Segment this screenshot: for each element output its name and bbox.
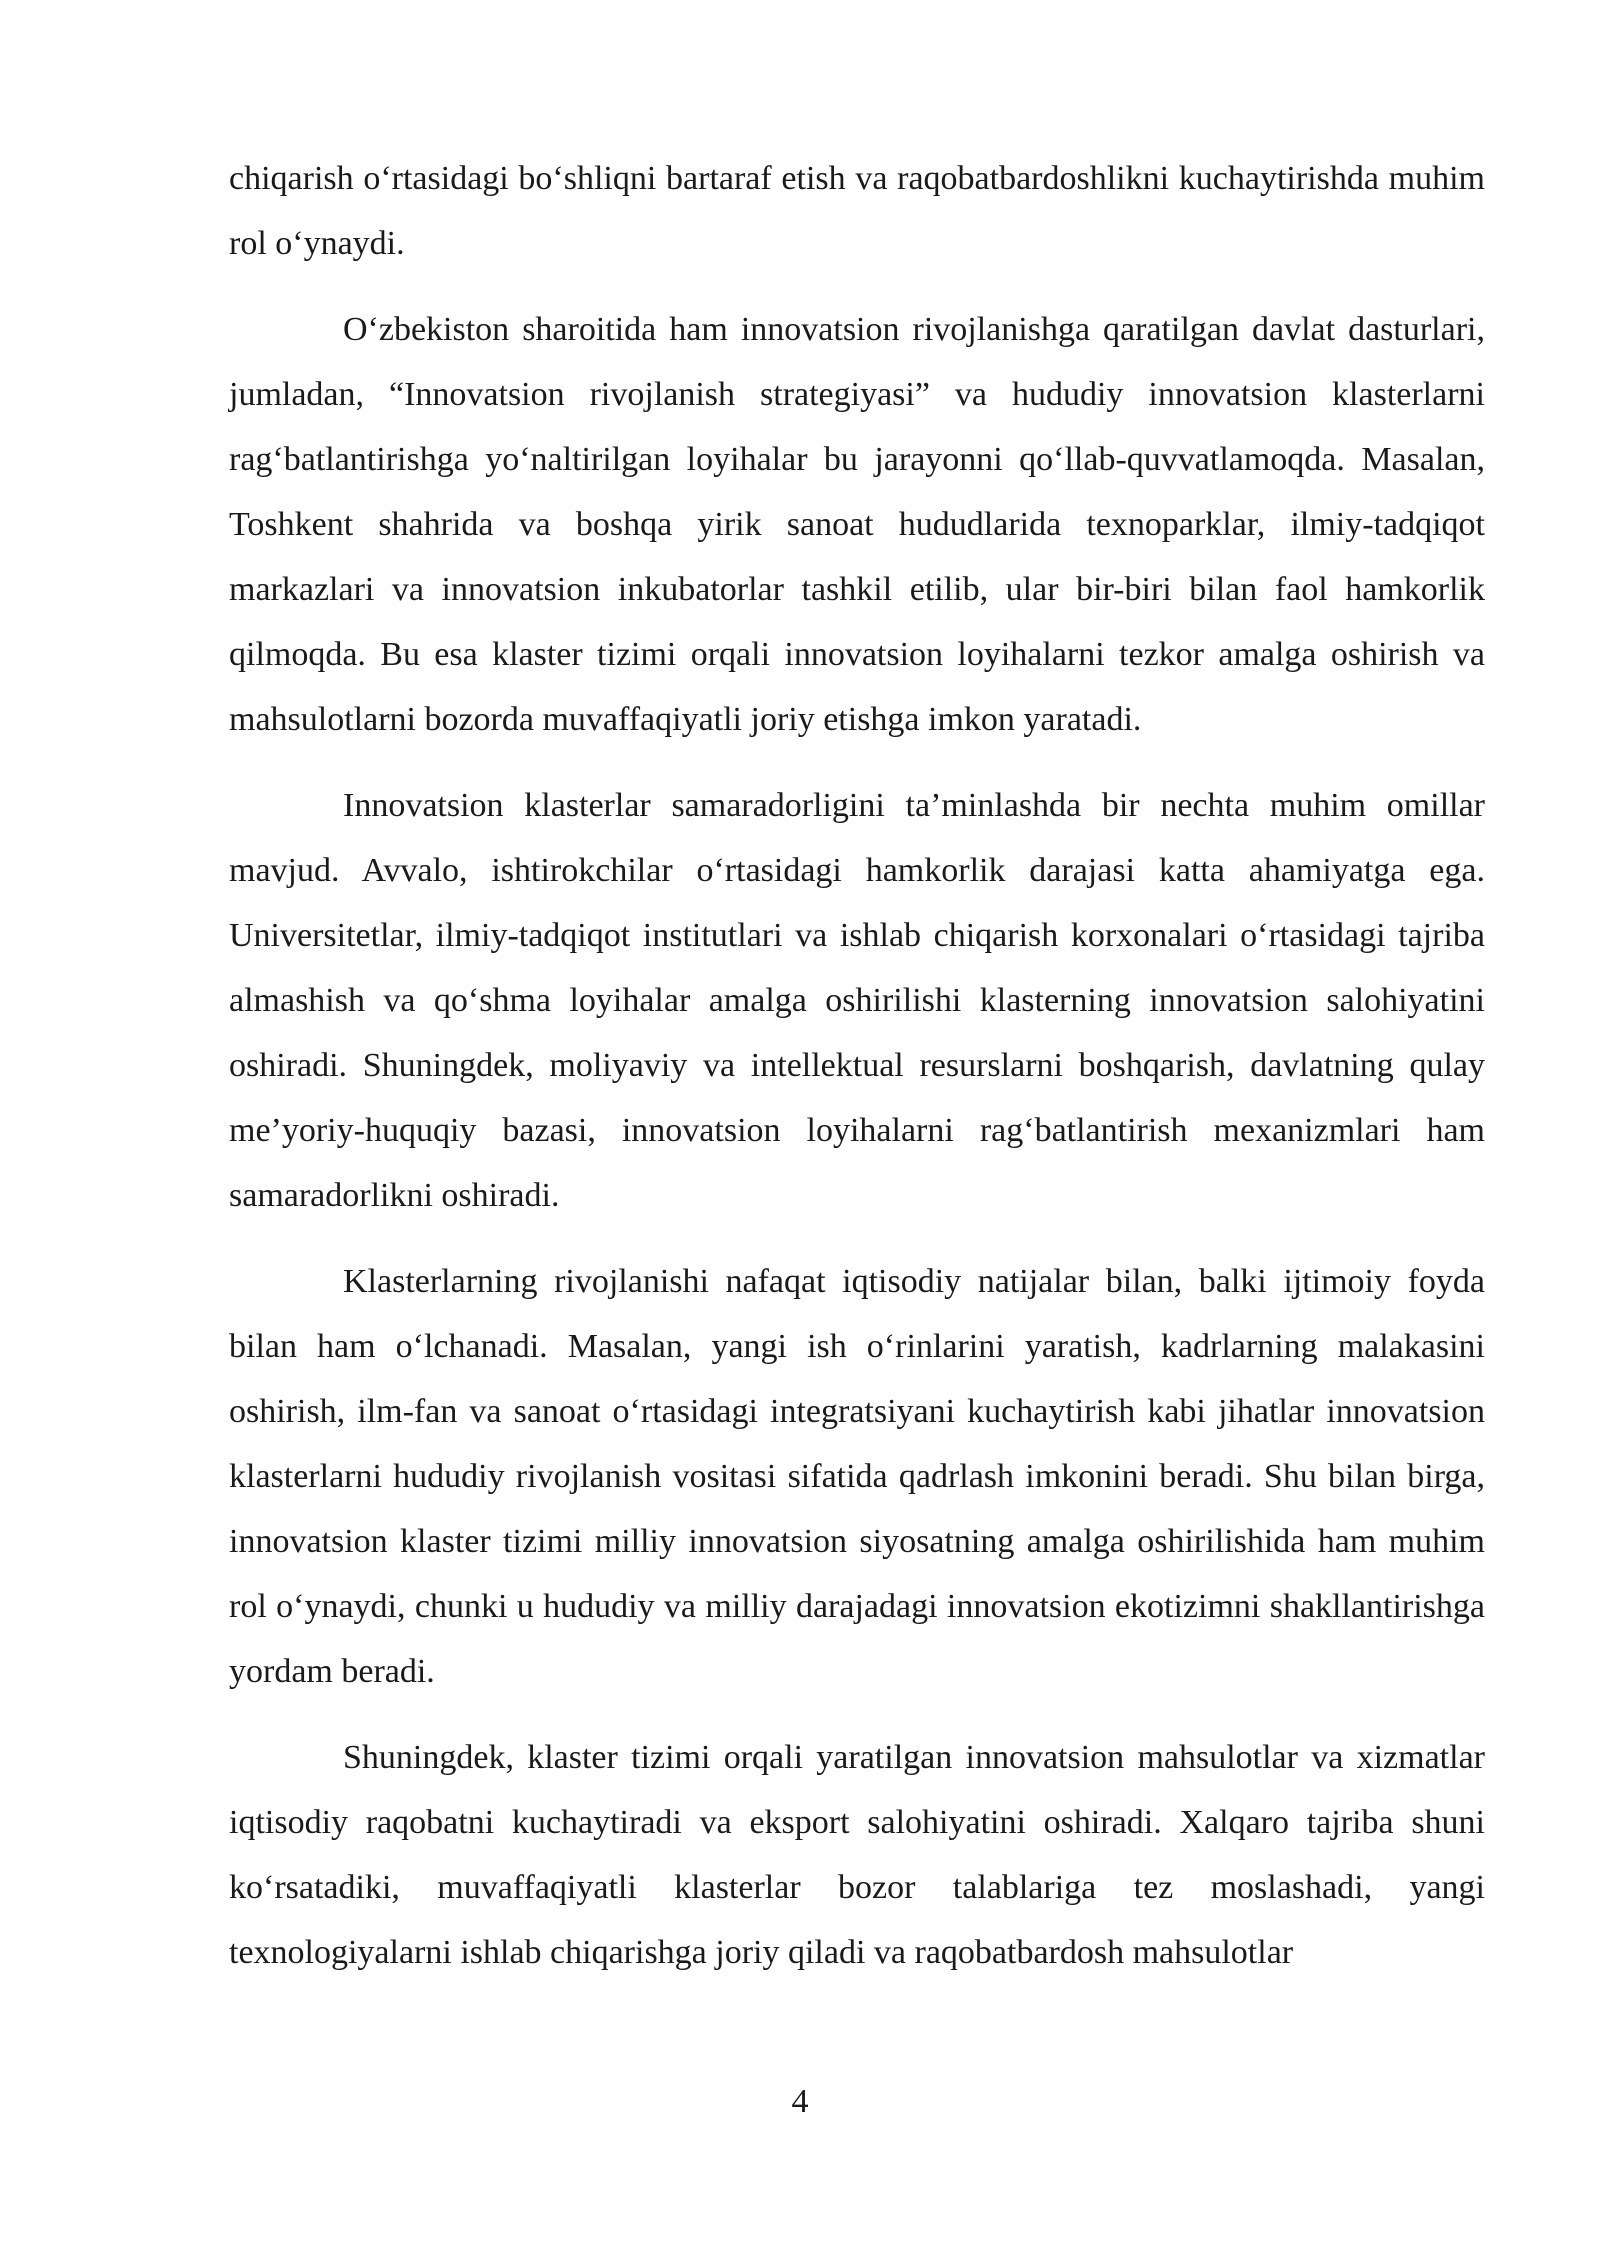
paragraph-social-benefits: Klasterlarning rivojlanishi nafaqat iqtisodiy natijalar bilan, balki ijtimoiy foyda bilan ham o‘lchanadi. Masalan, yangi ish o‘rinlarini yaratish, kadrlarning malakasini oshirish, ilm-fan va sanoat o‘rtasidagi integratsiyani kuchaytirish kabi jihatlar innovatsion klasterlarni hududiy rivojlanish vositasi sifatida qadrlash imkonini beradi. Shu bilan birga, innovatsion klaster tizimi milliy innovatsion siyosatning amalga oshirilishida ham muhim rol o‘ynaydi, chunki u hududiy va milliy darajadagi innovatsion ekotizimni shakllantirishga yordam beradi. xyxy=(229,1263,1485,1690)
paragraph-export-potential: Shuningdek, klaster tizimi orqali yaratilgan innovatsion mahsulotlar va xizmatlar iqtisodiy raqobatni kuchaytiradi va eksport salohiyatini oshiradi. Xalqaro tajriba shuni ko‘rsatadiki, muvaffaqiyatli klasterlar bozor talablariga tez moslashadi, yangi texnologiyalarni ishlab chiqarishga joriy qiladi va raqobatbardosh mahsulotlar xyxy=(229,1739,1485,1971)
paragraph-cluster-efficiency: Innovatsion klasterlar samaradorligini ta’minlashda bir nechta muhim omillar mavjud. Avvalo, ishtirokchilar o‘rtasidagi hamkorlik darajasi katta ahamiyatga ega. Universitetlar, ilmiy-tadqiqot institutlari va ishlab chiqarish korxonalari o‘rtasidagi tajriba almashish va qo‘shma loyihalar amalga oshirilishi klasterning innovatsion salohiyatini oshiradi. Shuningdek, moliyaviy va intellektual resurslarni boshqarish, davlatning qulay me’yoriy-huquqiy bazasi, innovatsion loyihalarni rag‘batlantirish mexanizmlari ham samaradorlikni oshiradi. xyxy=(229,787,1485,1214)
paragraph-uzbekistan-programs: O‘zbekiston sharoitida ham innovatsion rivojlanishga qaratilgan davlat dasturlari, jumladan, “Innovatsion rivojlanish strategiyasi” va hududiy innovatsion klasterlarni rag‘batlantirishga yo‘naltirilgan loyihalar bu jarayonni qo‘llab-quvvatlamoqda. Masalan, Toshkent shahrida va boshqa yirik sanoat hududlarida texnoparklar, ilmiy-tadqiqot markazlari va innovatsion inkubatorlar tashkil etilib, ular bir-biri bilan faol hamkorlik qilmoqda. Bu esa klaster tizimi orqali innovatsion loyihalarni tezkor amalga oshirish va mahsulotlarni bozorda muvaffaqiyatli joriy etishga imkon yaratadi. xyxy=(229,311,1485,738)
paragraph-continuation: chiqarish o‘rtasidagi bo‘shliqni bartaraf etish va raqobatbardoshlikni kuchaytirishda muhim rol o‘ynaydi. xyxy=(229,160,1485,262)
document-body xyxy=(229,146,1485,1985)
page-number: 4 xyxy=(791,2083,809,2120)
